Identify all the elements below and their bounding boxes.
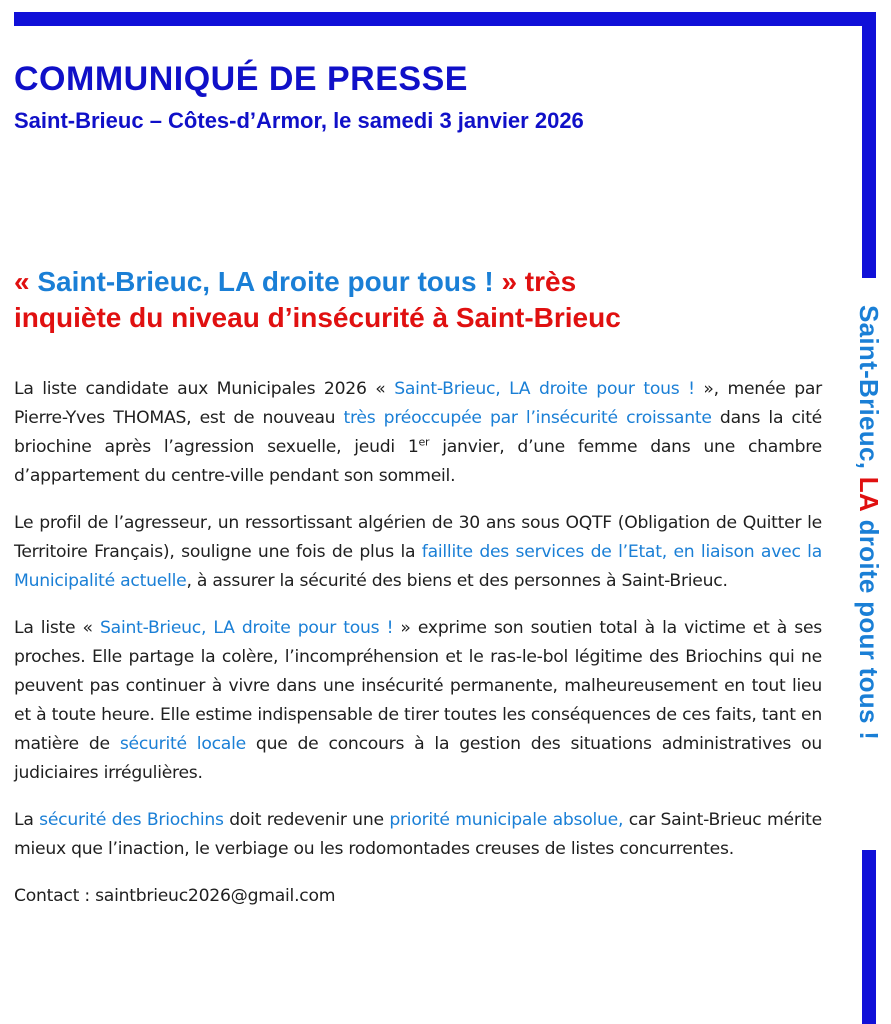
page-title: COMMUNIQUÉ DE PRESSE <box>14 60 468 98</box>
text: , à assurer la sécurité des biens et des personnes à Saint-Brieuc. <box>186 571 728 591</box>
highlight: Saint-Brieuc, LA droite pour tous ! <box>394 379 695 399</box>
headline-line2: inquiète du niveau d’insécurité à Saint-Brieuc <box>14 302 621 333</box>
text: que de concours à la gestion des situations administratives ou judiciaires irrégulières. <box>14 734 822 783</box>
side-slogan-text <box>855 305 883 740</box>
text: », menée par Pierre-Yves THOMAS, est de nouveau <box>14 379 822 428</box>
highlight: sécurité locale <box>119 734 246 754</box>
highlight: sécurité des Briochins <box>39 810 224 830</box>
text: Le profil de l’agresseur, un ressortissant algérien de 30 ans sous OQTF (Obligation de Quitter le Territoire Français), souligne une fois de plus la <box>14 513 822 562</box>
paragraph-2 <box>14 509 822 596</box>
frame-top-bar <box>14 12 876 26</box>
side-slogan-part3: droite pour tous ! <box>854 512 884 741</box>
paragraph-1 <box>14 375 822 491</box>
article-body <box>14 375 822 911</box>
headline <box>14 264 814 336</box>
frame-right-bar-bottom <box>862 850 876 1024</box>
text: » exprime son soutien total à la victime et à ses proches. Elle partage la colère, l’incompréhension et le ras-le-bol légitime des Briochins qui ne peuvent pas continuer à vivre dans une insécurité permanente, malheureusement en tout lieu et à toute heure. Elle estime indispensable de tirer toutes les conséquences de ces faits, tant en matière de <box>14 618 822 754</box>
side-slogan-part2: LA <box>854 476 884 513</box>
highlight: priorité municipale absolue, <box>389 810 624 830</box>
page-subtitle: Saint-Brieuc – Côtes-d’Armor, le samedi 3 janvier 2026 <box>14 108 584 133</box>
text: La liste « <box>14 618 101 638</box>
paragraph-3 <box>14 614 822 788</box>
headline-quote-close: » très <box>493 266 577 297</box>
text: car Saint-Brieuc mérite mieux que l’inaction, le verbiage ou les rodomontades creuses de listes concurrentes. <box>14 810 822 859</box>
headline-quote-open: « <box>14 266 38 297</box>
headline-slogan: Saint-Brieuc, LA droite pour tous ! <box>37 266 494 297</box>
frame-right-bar-top <box>862 12 876 278</box>
highlight: très préoccupée par l’insécurité croissante <box>343 408 712 428</box>
text: La <box>14 810 40 830</box>
contact-line: Contact : saintbrieuc2026@gmail.com <box>14 886 336 906</box>
text: La liste candidate aux Municipales 2026 « <box>14 379 395 399</box>
text: dans la cité briochine après l’agression sexuelle, jeudi 1 <box>14 408 823 457</box>
superscript: er <box>418 435 430 449</box>
highlight: faillite des services de l’Etat, en liaison avec la Municipalité actuelle <box>14 542 822 591</box>
text: janvier, d’une femme dans une chambre d’appartement du centre-ville pendant son sommeil. <box>14 437 822 486</box>
highlight: Saint-Brieuc, LA droite pour tous ! <box>100 618 394 638</box>
side-slogan-part1: Saint-Brieuc, <box>854 305 884 477</box>
paragraph-4 <box>14 806 822 864</box>
text: doit redevenir une <box>223 810 390 830</box>
side-slogan <box>855 305 883 835</box>
